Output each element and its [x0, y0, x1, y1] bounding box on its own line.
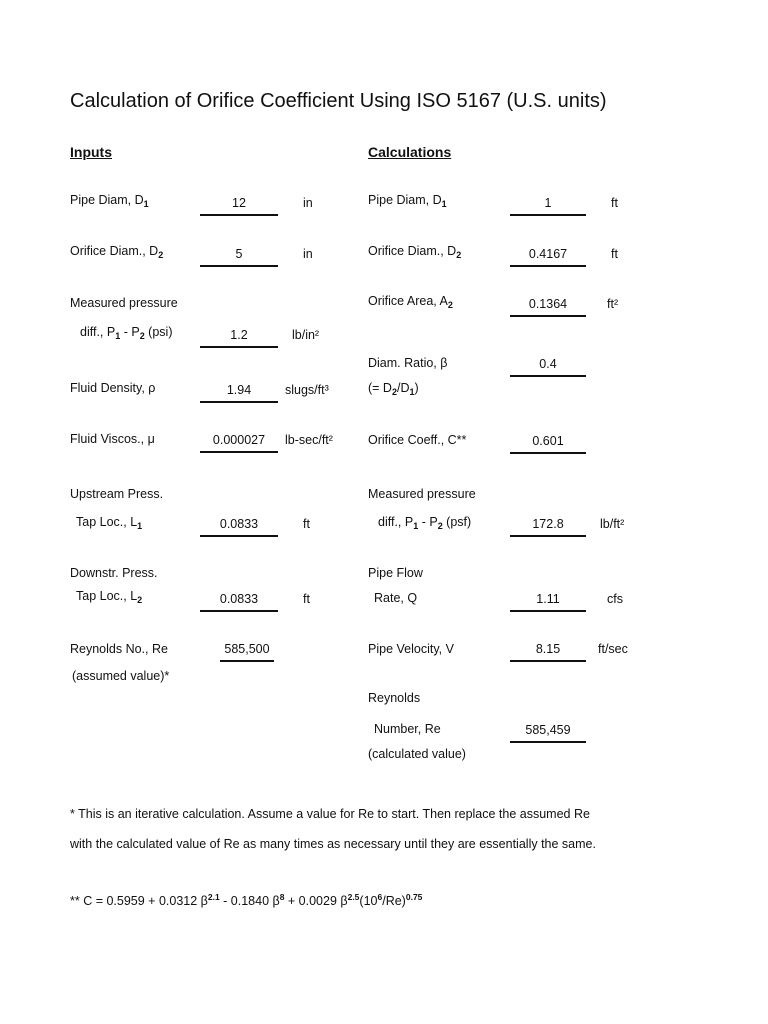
calc-pressure-label-2: diff., $P_1 - P_2$ (psf) — [378, 515, 472, 531]
calc-flow-label-2: Rate, Q — [374, 591, 418, 605]
calc-orifice-diam-label: Orifice Diam., $D_2$ — [368, 244, 462, 260]
calc-flow-unit: cfs — [607, 592, 623, 606]
calc-orifice-area-value: 0.1364 — [510, 296, 586, 317]
footnote-line-2: with the calculated value of Re as many times as necessary until they are essentially the same. — [70, 837, 596, 851]
calc-reynolds-label: Reynolds — [368, 691, 421, 705]
input-downstream-label: Downstr. Press. — [70, 566, 158, 580]
input-downstream-value[interactable]: 0.0833 — [200, 591, 278, 612]
input-viscosity-label: Fluid Viscos., μ — [70, 432, 155, 446]
calc-pipe-diam-label: Pipe Diam, $D_1$ — [368, 193, 447, 209]
calc-flow-label: Pipe Flow — [368, 566, 423, 580]
input-pipe-diam-label: Pipe Diam, $D_1$ — [70, 193, 149, 209]
input-reynolds-value[interactable]: 585,500 — [220, 641, 274, 662]
input-reynolds-label: Reynolds No., Re — [70, 642, 168, 656]
calculations-heading: Calculations — [368, 144, 452, 160]
calc-diam-ratio-formula: (= $D_2/D_1$) — [368, 381, 419, 397]
calc-pressure-label: Measured pressure — [368, 487, 476, 501]
calc-flow-value: 1.11 — [510, 591, 586, 612]
calc-diam-ratio-label: Diam. Ratio, β — [368, 356, 448, 370]
calc-reynolds-note: (calculated value) — [368, 747, 466, 761]
input-pipe-diam-unit: in — [303, 196, 313, 210]
calc-velocity-label: Pipe Velocity, V — [368, 642, 454, 656]
calc-pressure-value: 172.8 — [510, 516, 586, 537]
calc-orifice-diam-unit: ft — [611, 247, 618, 261]
input-upstream-unit: ft — [303, 517, 310, 531]
calc-pipe-diam-value: 1 — [510, 195, 586, 216]
input-pressure-label: Measured pressure — [70, 296, 178, 310]
coefficient-formula: ** C = 0.5959 + 0.0312 $\beta^{2.1} - 0.1840$ $\beta^8 + 0.0029$ $\beta^{2.5}(10^6/Re)^{0.75}$ — [70, 892, 423, 908]
input-viscosity-value[interactable]: 0.000027 — [200, 432, 278, 453]
input-density-label: Fluid Density, ρ — [70, 381, 156, 395]
input-pressure-label-2: diff., $P_1 - P_2$ (psi) — [80, 325, 173, 341]
input-pipe-diam-value[interactable]: 12 — [200, 195, 278, 216]
footnote-line-1: * This is an iterative calculation. Assume a value for Re to start. Then replace the assumed Re — [70, 807, 590, 821]
input-pressure-unit: lb/in² — [292, 328, 320, 342]
calc-reynolds-value: 585,459 — [510, 722, 586, 743]
input-orifice-diam-value[interactable]: 5 — [200, 246, 278, 267]
calc-reynolds-label-2: Number, Re — [374, 722, 441, 736]
input-upstream-label-2: Tap Loc., $L_1$ — [76, 515, 143, 531]
input-density-unit: slugs/ft³ — [285, 383, 329, 397]
inputs-heading: Inputs — [70, 144, 112, 160]
input-upstream-value[interactable]: 0.0833 — [200, 516, 278, 537]
calc-velocity-unit: ft/sec — [598, 642, 628, 656]
calc-pipe-diam-unit: ft — [611, 196, 618, 210]
calc-pressure-unit: lb/ft² — [600, 517, 625, 531]
calc-orifice-coeff-value: 0.601 — [510, 433, 586, 454]
input-upstream-label: Upstream Press. — [70, 487, 164, 501]
input-downstream-label-2: Tap Loc., $L_2$ — [76, 589, 143, 605]
input-downstream-unit: ft — [303, 592, 310, 606]
calc-orifice-area-unit: ft² — [607, 297, 619, 311]
input-orifice-diam-label: Orifice Diam., $D_2$ — [70, 244, 164, 260]
calc-orifice-diam-value: 0.4167 — [510, 246, 586, 267]
input-pressure-value[interactable]: 1.2 — [200, 327, 278, 348]
input-viscosity-unit: lb-sec/ft² — [285, 433, 333, 447]
page-title: Calculation of Orifice Coefficient Using ISO 5167 (U.S. units) — [70, 90, 607, 112]
calc-orifice-area-label: Orifice Area, $A_2$ — [368, 294, 453, 310]
input-density-value[interactable]: 1.94 — [200, 382, 278, 403]
calc-velocity-value: 8.15 — [510, 641, 586, 662]
input-orifice-diam-unit: in — [303, 247, 313, 261]
calc-diam-ratio-value: 0.4 — [510, 356, 586, 377]
calc-orifice-coeff-label: Orifice Coeff., C** — [368, 433, 467, 447]
input-reynolds-note: (assumed value)* — [72, 669, 170, 683]
